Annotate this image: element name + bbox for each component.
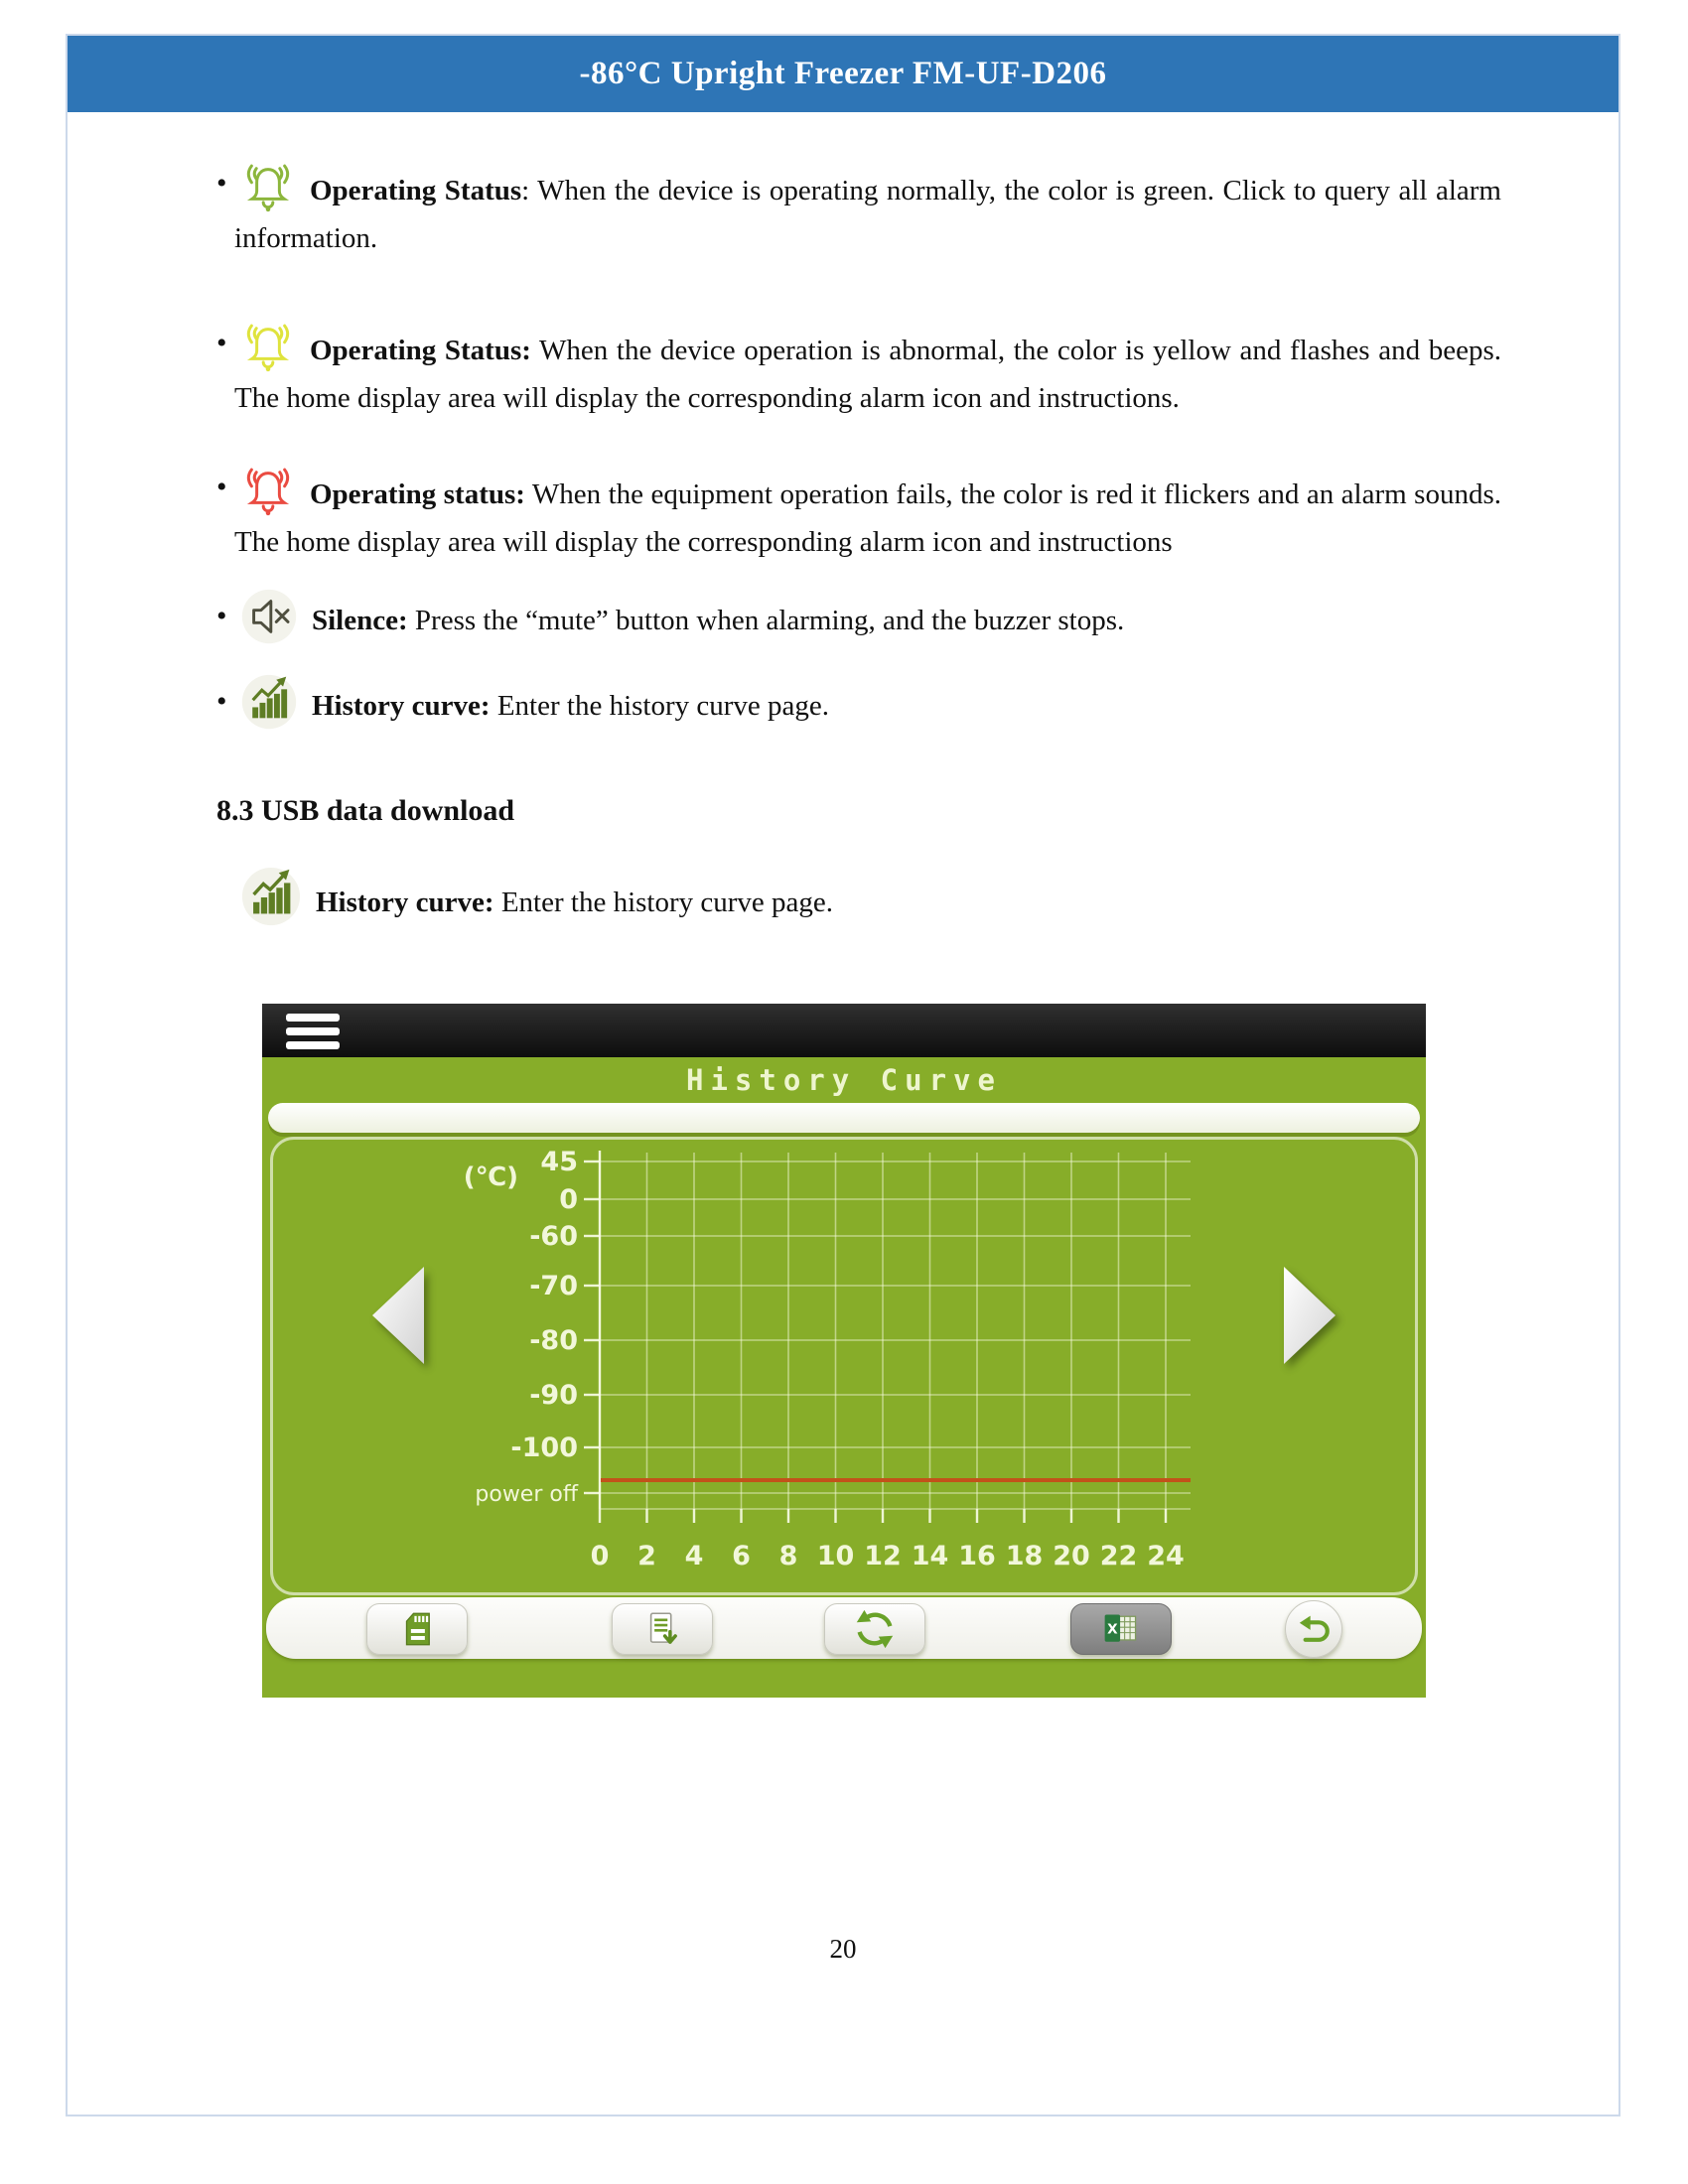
x-tick-label: 6 — [732, 1541, 751, 1571]
export-record-button[interactable] — [612, 1603, 713, 1655]
bullet-body: When the device operation is abnormal, the color is yellow and flashes and beeps. The home display area will display the corresponding alarm icon and instructions. — [234, 335, 1501, 414]
bullet-dot: • — [216, 167, 227, 200]
history-curve-icon — [240, 866, 302, 927]
x-tick-label: 16 — [958, 1541, 996, 1571]
y-tick-label-power-off: power off — [475, 1482, 578, 1507]
x-tick-label: 10 — [816, 1541, 855, 1571]
bullet-list — [68, 160, 1618, 735]
previous-page-arrow[interactable] — [367, 1264, 429, 1369]
bullet-body: Enter the history curve page. — [490, 690, 830, 722]
document-header — [68, 36, 1618, 112]
bullet-dot: • — [216, 600, 227, 632]
device-screenshot — [262, 1004, 1426, 1698]
document-page — [66, 34, 1620, 2116]
bullet-body: Press the “mute” button when alarming, and the buzzer stops. — [407, 605, 1125, 636]
y-tick-label: -60 — [529, 1221, 578, 1252]
sd-card-button[interactable] — [366, 1603, 468, 1655]
hamburger-menu-icon[interactable] — [286, 1012, 344, 1051]
device-title-bar — [262, 1004, 1426, 1057]
bullet-label: Silence: — [312, 605, 408, 636]
history-curve-icon — [240, 673, 298, 731]
usb-history-curve-line — [234, 866, 1501, 934]
usb-item-label: History curve: — [316, 887, 494, 918]
x-tick-label: 22 — [1099, 1541, 1138, 1571]
x-tick-label: 20 — [1053, 1541, 1090, 1571]
bullet-dot: • — [216, 327, 227, 359]
page-title: -86°C Upright Freezer FM-UF-D206 — [579, 56, 1107, 91]
bullet-operating-status-red — [68, 464, 1618, 566]
svg-text:X: X — [1107, 1621, 1118, 1638]
bullet-label: Operating Status — [310, 175, 522, 206]
bullet-history-curve — [68, 673, 1618, 735]
alarm-bell-red-icon — [240, 464, 296, 519]
bullet-label: Operating status: — [310, 478, 525, 510]
y-tick-label: 0 — [559, 1184, 578, 1215]
bullet-operating-status-yellow — [68, 320, 1618, 422]
mute-speaker-icon — [240, 588, 298, 645]
sd-card-icon — [396, 1608, 438, 1650]
top-white-strip — [268, 1103, 1420, 1133]
y-tick-label: -80 — [529, 1325, 578, 1356]
x-tick-label: 2 — [637, 1541, 656, 1571]
chart-panel-frame — [270, 1137, 1418, 1595]
refresh-button[interactable] — [824, 1603, 925, 1655]
alarm-bell-yellow-icon — [240, 320, 296, 375]
x-tick-label: 12 — [864, 1541, 902, 1571]
y-axis-unit: (℃) — [463, 1162, 518, 1192]
bullet-label: Operating Status: — [310, 335, 531, 366]
x-tick-label: 4 — [684, 1541, 704, 1571]
section-heading: 8.3 USB data download — [216, 794, 515, 827]
x-tick-label: 18 — [1005, 1541, 1044, 1571]
bullet-dot: • — [216, 471, 227, 503]
return-button[interactable] — [1285, 1600, 1342, 1658]
y-tick-label: -90 — [529, 1380, 578, 1411]
bullet-dot: • — [216, 685, 227, 718]
refresh-icon — [852, 1606, 898, 1652]
export-record-icon — [641, 1608, 683, 1650]
next-page-arrow[interactable] — [1279, 1264, 1340, 1369]
x-tick-label: 24 — [1147, 1541, 1185, 1571]
y-tick-label: -70 — [529, 1271, 578, 1301]
alarm-bell-green-icon — [240, 160, 296, 215]
excel-export-button[interactable] — [1070, 1603, 1172, 1655]
screen-title: History Curve — [686, 1063, 1002, 1097]
return-arrow-icon — [1294, 1609, 1334, 1649]
x-tick-label: 0 — [590, 1541, 610, 1571]
bullet-body: : When the device is operating normally, the color is green. Click to query all alarm information. — [234, 175, 1501, 254]
x-tick-label: 8 — [778, 1541, 798, 1571]
bullet-label: History curve: — [312, 690, 491, 722]
x-tick-label: 14 — [911, 1541, 949, 1571]
page-number: 20 — [829, 1934, 857, 1964]
bullet-operating-status-green — [68, 160, 1618, 262]
excel-export-icon — [1099, 1609, 1143, 1649]
y-tick-label: -100 — [510, 1433, 578, 1463]
bullet-body: When the equipment operation fails, the color is red it flickers and an alarm sounds. The home display area will display the corresponding alarm icon and instructions — [234, 478, 1501, 558]
y-tick-label: 45 — [540, 1147, 578, 1177]
usb-item-body: Enter the history curve page. — [493, 887, 834, 918]
bullet-silence — [68, 588, 1618, 649]
